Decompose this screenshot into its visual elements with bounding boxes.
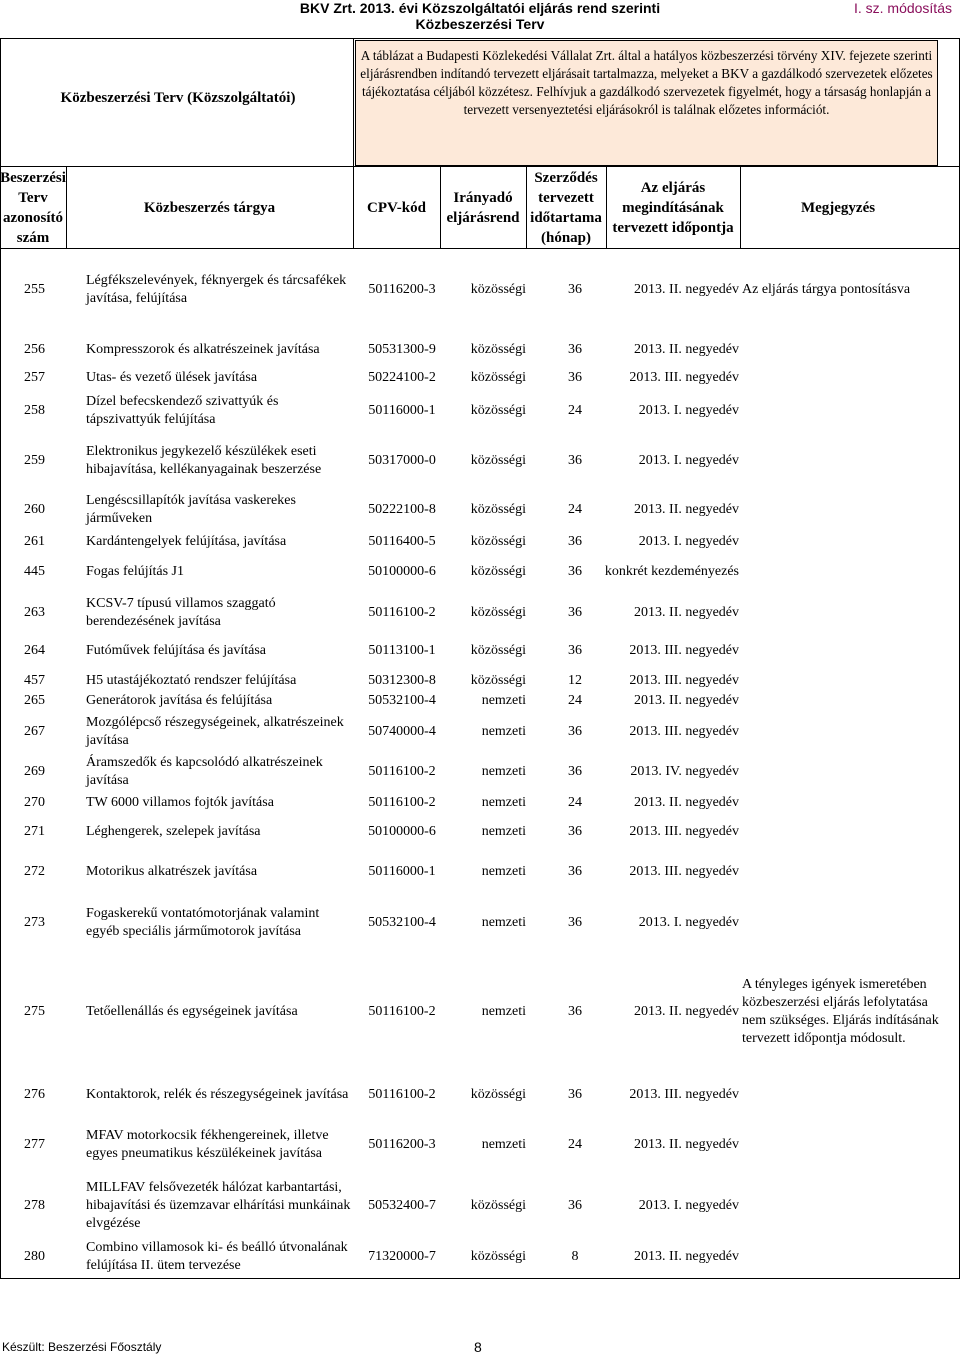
row-cpv-code: 50116100-2 [368,605,436,620]
row-id: 267 [24,724,45,739]
row-subject: Fogas felújítás J1 [86,564,184,579]
row-procedure: közösségi [470,673,526,688]
row-remark [742,794,942,812]
row-procedure: nemzeti [481,764,526,779]
row-cpv-code: 50100000-6 [368,824,436,839]
row-start: 2013. III. negyedév [629,1087,739,1102]
row-subject: Kardántengelyek felújítása, javítása [86,534,287,549]
row-subject: Kontaktorok, relék és részegységeinek javítása [86,1087,349,1102]
table-row [0,712,960,752]
header-divider-horizontal [0,166,960,167]
table-row [0,592,960,634]
row-start: 2013. II. negyedév [634,282,739,297]
row-remark [742,390,942,432]
table-row [0,268,960,312]
row-procedure: közösségi [470,534,526,549]
row-procedure: nemzeti [481,864,526,879]
row-start: 2013. III. negyedév [629,824,739,839]
row-id: 276 [24,1087,45,1102]
row-duration: 36 [568,864,582,879]
row-subject: Fogaskerekű vontatómotorjának valamint egyéb speciális járműmotorok javítása [86,906,320,939]
row-id: 275 [24,1004,45,1019]
row-id: 277 [24,1137,45,1152]
row-start: 2013. IV. negyedév [630,764,739,779]
row-cpv-code: 50532100-4 [368,693,436,708]
notice-box [355,40,938,166]
row-subject: Elektronikus jegykezelő készülékek eseti hibajavítása, kellékanyagainak beszerzése [86,444,322,477]
row-cpv-code: 50116100-2 [368,1087,436,1102]
row-cpv-code: 50116100-2 [368,795,436,810]
row-procedure: közösségi [470,370,526,385]
table-row [0,692,960,710]
column-header-remark: Megjegyzés [800,200,876,216]
row-procedure: közösségi [470,1087,526,1102]
row-duration: 36 [568,282,582,297]
row-duration: 36 [568,534,582,549]
row-cpv-code: 50531300-9 [368,342,436,357]
document-title-line2: Közbeszerzési Terv [415,16,545,32]
row-cpv-code: 71320000-7 [368,1249,436,1264]
row-subject: Lengéscsillapítók javítása vaskerekes járműveken [86,493,296,526]
row-id: 278 [24,1198,45,1213]
row-procedure: nemzeti [481,1004,526,1019]
row-remark [742,818,942,846]
column-header-duration: Szerződés tervezett időtartama (hónap) [530,170,602,246]
row-duration: 36 [568,643,582,658]
row-remark [742,860,942,884]
row-procedure: közösségi [470,502,526,517]
row-id: 269 [24,764,45,779]
row-id: 261 [24,534,45,549]
notice-text: A táblázat a Budapesti Közlekedési Vállalat Zrt. által a hatályos közbeszerzési törvény XIV. fejezete szerinti eljárásrendben indítandó tervezett eljárásait tartalmazza, melyeket a BKV a gazdálkodó szervezetek előzetes tájékoztatása céljából közzétesz. Felhívjuk a gazdálkodó szervezetek figyelmét, hogy a társaság honlapján a tervezett versenyeztetési eljárásokról is találnak előzetes információt. [360,48,933,117]
row-id: 457 [24,673,45,688]
table-row [0,860,960,884]
row-remark [742,592,942,634]
row-duration: 36 [568,342,582,357]
row-duration: 24 [568,693,582,708]
table-row [0,960,960,1064]
row-cpv-code: 50116000-1 [368,403,436,418]
table-row [0,752,960,792]
row-subject: Áramszedők és kapcsolódó alkatrészeinek javítása [86,755,323,788]
table-row [0,554,960,590]
row-start: 2013. I. negyedév [638,1198,739,1213]
table-row [0,390,960,432]
table-row [0,898,960,948]
row-subject: H5 utastájékoztató rendszer felújítása [86,673,297,688]
table-row [0,532,960,552]
row-start: 2013. II. negyedév [634,1249,739,1264]
row-cpv-code: 50532400-7 [368,1198,436,1213]
row-remark: Az eljárás tárgya pontosításva [742,282,911,297]
row-remark: A tényleges igények ismeretében közbeszerzési eljárás lefolytatása nem szükséges. Eljárás indításának tervezett időpontja módosult. [742,977,939,1046]
row-start: 2013. III. negyedév [629,370,739,385]
row-id: 264 [24,643,45,658]
row-subject: Generátorok javítása és felújítása [86,693,273,708]
row-id: 263 [24,605,45,620]
row-subject: Futóművek felújítása és javítása [86,643,267,658]
row-duration: 36 [568,824,582,839]
row-cpv-code: 50116100-2 [368,764,436,779]
row-procedure: közösségi [470,605,526,620]
row-subject: MILLFAV felsővezeték hálózat karbantartási, hibajavítási és üzemzavar elhárítási munkáinak elvgézése [86,1180,351,1231]
column-header-id: Beszerzési Terv azonosító szám [0,170,66,246]
row-cpv-code: 50317000-0 [368,453,436,468]
row-id: 270 [24,795,45,810]
row-id: 258 [24,403,45,418]
footer-made-by: Készült: Beszerzési Főosztály [2,1340,162,1354]
table-row [0,1075,960,1115]
row-duration: 36 [568,1087,582,1102]
row-start: 2013. II. negyedév [634,693,739,708]
row-subject: TW 6000 villamos fojtók javítása [86,795,274,810]
row-remark [742,488,942,532]
row-start: 2013. III. negyedév [629,673,739,688]
row-start: 2013. III. negyedév [629,643,739,658]
row-duration: 36 [568,1198,582,1213]
row-procedure: közösségi [470,282,526,297]
frame-bottom-border [0,1278,960,1279]
row-duration: 24 [568,403,582,418]
row-remark [742,692,942,710]
header-bottom-border [0,248,960,249]
table-row [0,794,960,812]
row-remark [742,1177,942,1235]
row-remark [742,673,942,689]
row-procedure: nemzeti [481,824,526,839]
row-subject: Motorikus alkatrészek javítása [86,864,258,879]
row-cpv-code: 50113100-1 [368,643,436,658]
row-remark [742,898,942,948]
row-start: 2013. II. negyedév [634,1137,739,1152]
row-duration: 36 [568,564,582,579]
table-row [0,818,960,846]
row-procedure: közösségi [470,342,526,357]
row-id: 259 [24,453,45,468]
row-start: 2013. III. negyedév [629,864,739,879]
row-subject: Légfékszelevények, féknyergek és tárcsafékek javítása, felújítása [86,273,347,306]
page-number: 8 [474,1339,482,1355]
table-row [0,488,960,532]
row-subject: KCSV-7 típusú villamos szaggató berendezésének javítása [86,596,276,629]
document-title-line1: BKV Zrt. 2013. évi Közszolgáltatói eljárás rend szerinti [299,0,661,16]
row-id: 280 [24,1249,45,1264]
row-remark [742,532,942,552]
row-duration: 12 [568,673,582,688]
row-id: 260 [24,502,45,517]
table-row [0,1237,960,1277]
row-duration: 36 [568,915,582,930]
row-subject: Dízel befecskendező szivattyúk és tápszivattyúk felújítása [86,394,279,427]
row-procedure: közösségi [470,403,526,418]
row-procedure: nemzeti [481,693,526,708]
row-duration: 36 [568,370,582,385]
row-start: 2013. I. negyedév [638,403,739,418]
row-start: 2013. III. negyedév [629,724,739,739]
row-procedure: közösségi [470,1249,526,1264]
row-duration: 24 [568,502,582,517]
row-id: 255 [24,282,45,297]
row-duration: 24 [568,795,582,810]
row-id: 256 [24,342,45,357]
row-remark [742,1075,942,1115]
row-subject: Tetőellenállás és egységeinek javítása [86,1004,298,1019]
document-title [0,0,960,40]
row-start: 2013. I. negyedév [638,915,739,930]
row-start: 2013. I. negyedév [638,534,739,549]
table-row [0,440,960,482]
row-remark [742,640,942,662]
row-cpv-code: 50116200-3 [368,282,436,297]
table-row [0,368,960,388]
row-duration: 36 [568,453,582,468]
table-row [0,640,960,662]
row-start: 2013. II. negyedév [634,502,739,517]
modification-label: I. sz. módosítás [853,0,952,16]
row-procedure: közösségi [470,453,526,468]
row-id: 273 [24,915,45,930]
row-remark [742,554,942,590]
row-subject: MFAV motorkocsik fékhengereinek, illetve egyes pneumatikus készülékeinek javítása [86,1128,329,1161]
frame-top-border [0,38,960,39]
row-start: konkrét kezdeményezés [604,564,739,579]
column-header-procedure: Irányadó eljárásrend [446,190,520,226]
row-procedure: közösségi [470,643,526,658]
row-subject: Utas- és vezető ülések javítása [86,370,258,385]
row-remark [742,1115,942,1175]
row-cpv-code: 50222100-8 [368,502,436,517]
row-start: 2013. II. negyedév [634,605,739,620]
row-subject: Kompresszorok és alkatrészeinek javítása [86,342,320,357]
row-cpv-code: 50116200-3 [368,1137,436,1152]
row-cpv-code: 50312300-8 [368,673,436,688]
row-duration: 8 [571,1249,579,1264]
row-duration: 24 [568,1137,582,1152]
row-start: 2013. I. negyedév [638,453,739,468]
row-procedure: nemzeti [481,795,526,810]
row-subject: Mozgólépcső részegységeinek, alkatrészeinek javítása [86,715,344,748]
row-subject: Léghengerek, szelepek javítása [86,824,261,839]
row-cpv-code: 50532100-4 [368,915,436,930]
row-procedure: közösségi [470,564,526,579]
table-row [0,1115,960,1175]
row-id: 272 [24,864,45,879]
row-remark [742,1237,942,1277]
row-cpv-code: 50740000-4 [368,724,436,739]
row-cpv-code: 50224100-2 [368,370,436,385]
row-cpv-code: 50116000-1 [368,864,436,879]
row-procedure: nemzeti [481,915,526,930]
table-row [0,1177,960,1235]
row-remark [742,752,942,792]
row-id: 271 [24,824,45,839]
row-id: 257 [24,370,45,385]
row-duration: 36 [568,764,582,779]
plan-title: Közbeszerzési Terv (Közszolgáltatói) [60,90,296,106]
table-row [0,340,960,360]
row-id: 445 [24,564,45,579]
row-duration: 36 [568,724,582,739]
row-remark [742,440,942,482]
table-row [0,673,960,689]
row-cpv-code: 50116400-5 [368,534,436,549]
row-duration: 36 [568,605,582,620]
column-header-subject: Közbeszerzés tárgya [143,200,276,216]
row-procedure: nemzeti [481,724,526,739]
row-start: 2013. II. negyedév [634,1004,739,1019]
row-procedure: közösségi [470,1198,526,1213]
column-header-cpv: CPV-kód [367,200,426,216]
row-remark [742,340,942,360]
row-start: 2013. II. negyedév [634,342,739,357]
row-remark [742,712,942,752]
row-start: 2013. II. negyedév [634,795,739,810]
row-cpv-code: 50116100-2 [368,1004,436,1019]
row-duration: 36 [568,1004,582,1019]
row-remark [742,368,942,388]
row-id: 265 [24,693,45,708]
row-subject: Combino villamosok ki- és beálló útvonalának felújítása II. ütem tervezése [86,1240,348,1273]
column-header-start: Az eljárás megindításának tervezett időpontja [612,180,734,236]
row-procedure: nemzeti [481,1137,526,1152]
row-cpv-code: 50100000-6 [368,564,436,579]
